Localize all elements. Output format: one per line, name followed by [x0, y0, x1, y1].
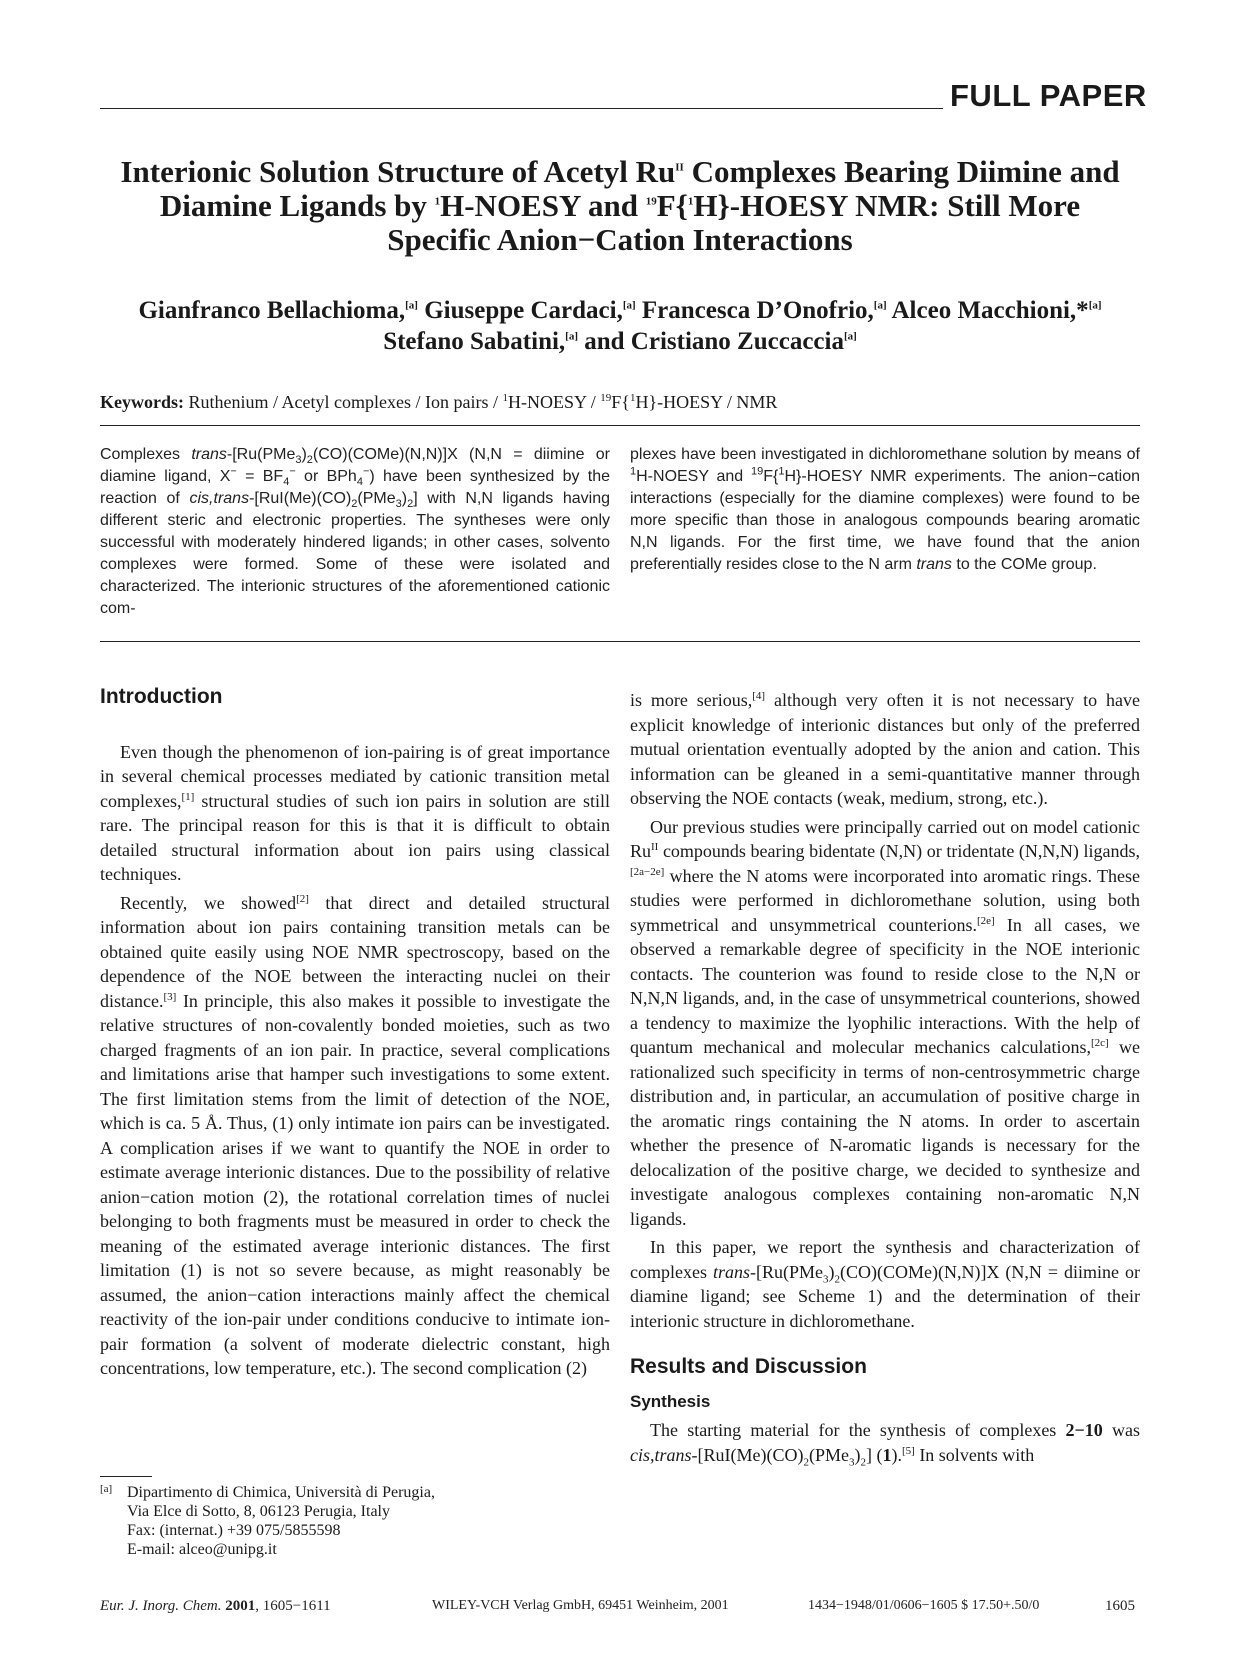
header-rule [100, 108, 943, 109]
footer-publisher: WILEY-VCH Verlag GmbH, 69451 Weinheim, 2001 [432, 1598, 729, 1613]
paragraph: Our previous studies were principally carried out on model cationic $Ru^{II}$ compounds bearing bidentate (N,N) or tridentate (N,N,N) ligands,[2a−2e] where the N atoms were incorporated into aromatic rings. These studies were performed in dichloromethane solution, using both symmetrical and unsymmetrical counterions.[2e] In all cases, we observed a remarkable degree of specificity in the NOE interionic contacts. The counterion was found to reside close to the N,N or N,N,N ligands, and, in the case of unsymmetrical counterions, showed a tendency to maximize the lyophilic interactions. With the help of quantum mechanical and molecular mechanics calculations,[2c] we rationalized such specificity in terms of non-centrosymmetric charge distribution and, in particular, an accumulation of positive charge in the aromatic rings containing the N atoms. In order to ascertain whether the presence of N-aromatic ligands is necessary for the delocalization of the positive charge, we decided to synthesize and investigate analogous complexes containing non-aromatic N,N ligands. [630, 816, 1140, 1229]
paragraph: Recently, we showed[2] that direct and detailed structural information about ion pairs containing transition metals can be obtained quite easily using NOE NMR spectroscopy, based on the dependence of the NOE between the interacting nuclei on their distance.[3] In principle, this also makes it possible to investigate the relative structures of non-covalently bonded moieties, such as two charged fragments of an ion pair. In practice, several complications and limitations arise that hamper such investigations to some extent. The first limitation stems from the limit of detection of the NOE, which is ca. 5 Å. Thus, (1) only intimate ion pairs can be investigated. A complication arises if we want to quantify the NOE in order to estimate average interionic distances. Due to the possibility of relative anion−cation motion (2), the rotational correlation times of nuclei belonging to both fragments must be measured in order to check the meaning of the estimated average interionic distances. The first limitation (1) is not so severe because, as might reasonably be assumed, the anion−cation interactions mainly affect the chemical reactivity of the ion-pair under conditions conducive to intimate ion-pair formation (a solvent of moderate dielectric constant, high concentrations, low temperature, etc.). The second complication (2) [100, 892, 610, 1378]
section-label: FULL PAPER [950, 78, 1147, 113]
abstract-right: plexes have been investigated in dichloromethane solution by means of $^1$H-NOESY and $^{19}$F{$^1$H}-HOESY NMR experiments. The anion−cation interactions (especially for the diamine complexes) were found to be more specific than those in analogous compounds bearing aromatic N,N ligands. For the first time, we have found that the anion preferentially resides close to the N arm trans to the COMe group. [630, 446, 1140, 573]
footnote-rule [100, 1476, 152, 1477]
page-number: 1605 [1105, 1598, 1135, 1614]
subsection-heading-synthesis: Synthesis [630, 1391, 711, 1411]
footer-code: 1434−1948/01/0606−1605 $ 17.50+.50/0 [808, 1598, 1040, 1613]
paragraph: is more serious,[4] although very often it is not necessary to have explicit knowledge of interionic distances but only of the preferred mutual orientation eventually adopted by the anion and cation. This information can be gleaned in a semi-quantitative manner through observing the NOE contacts (weak, medium, strong, etc.). [630, 690, 1140, 808]
paper-title: Interionic Solution Structure of Acetyl $Ru^{II}$ Complexes Bearing Diimine and Diamine Ligands by $^1$H-NOESY and $^{19}$F{$^1$H}-HOESY NMR: Still More Specific Anion−Cation Interactions [120, 154, 1120, 257]
author-list: Gianfranco Bellachioma,[a] Giuseppe Cardaci,[a] Francesca D’Onofrio,[a] Alceo Macchioni,*[a] Stefano Sabatini,[a] and Cristiano Zuccaccia[a] [138, 297, 1102, 355]
affiliation-footnote: [a] Dipartimento di Chimica, Università di Perugia, Via Elce di Sotto, 8, 06123 Perugia, Italy Fax: (internat.) +39 075/5855598 E-mail: alceo@unipg.it [100, 1483, 435, 1558]
abstract-rule [100, 641, 1140, 642]
keywords-rule [100, 425, 1140, 426]
paragraph: In this paper, we report the synthesis and characterization of complexes trans-$[Ru(PMe_3)_2(CO)(COMe)(N,N)]X$ (N,N = diimine or diamine ligand; see Scheme 1) and the determination of their interionic structure in dichloromethane. [630, 1237, 1141, 1331]
footer-citation: Eur. J. Inorg. Chem. 2001, 1605−1611 [100, 1598, 331, 1614]
paragraph: Even though the phenomenon of ion-pairing is of great importance in several chemical processes mediated by cationic transition metal complexes,[1] structural studies of such ion pairs in solution are still rare. The principal reason for this is that it is difficult to obtain detailed structural information about ion pairs using classical techniques. [100, 741, 610, 884]
abstract-left: Complexes trans-$[Ru(PMe_3)_2(CO)(COMe)(N,N)]X$ (N,N = diimine or diamine ligand, $X^- = BF_4^-$ or BPh$_4$−) have been synthesized by the reaction of $cis,trans-[RuI(Me)(CO)_2(PMe_3)_2]$ with N,N ligands having different steric and electronic properties. The syntheses were only successful with moderately hindered ligands; in other cases, solvento complexes were formed. Some of these were isolated and characterized. The interionic structures of the aforementioned cationic com- [100, 446, 611, 617]
paragraph: The starting material for the synthesis of complexes 2−10 was $cis,trans-[RuI(Me)(CO)_2(PMe_3)_2]$ (1).[5] In solvents with [630, 1420, 1140, 1469]
section-heading-results: Results and Discussion [630, 1355, 867, 1378]
column-right [630, 688, 1140, 1471]
keywords: Keywords: Ruthenium / Acetyl complexes / Ion pairs / $^1$H-NOESY / $^{19}$F{$^1$H}-HOESY / NMR [100, 392, 778, 412]
column-left [100, 685, 610, 1385]
section-heading-introduction: Introduction [100, 685, 223, 708]
